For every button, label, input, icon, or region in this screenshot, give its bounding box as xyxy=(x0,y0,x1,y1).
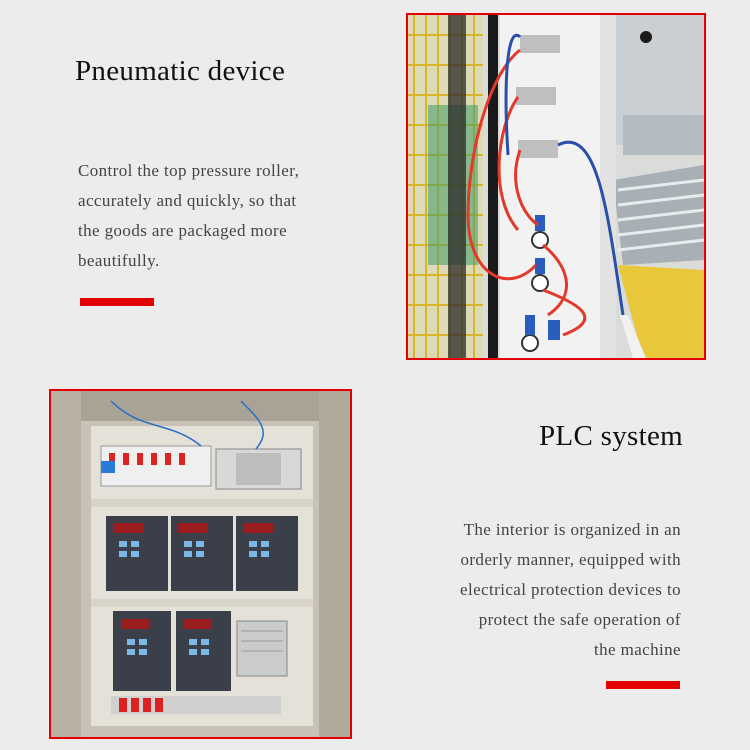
pneumatic-description xyxy=(78,156,378,276)
plc-title: PLC system xyxy=(539,420,683,452)
description-line: orderly manner, equipped with xyxy=(460,550,681,569)
description-line: accurately and quickly, so that xyxy=(78,191,297,210)
description-line: the machine xyxy=(593,640,681,659)
pneumatic-title: Pneumatic device xyxy=(75,55,286,87)
description-line: electrical protection devices to xyxy=(460,580,681,599)
plc-cabinet-photo xyxy=(49,389,352,739)
plc-description xyxy=(410,515,681,665)
description-line: Control the top pressure roller, xyxy=(78,161,300,180)
description-line: beautifully. xyxy=(78,251,160,270)
pneumatic-device-photo xyxy=(406,13,706,360)
description-line: protect the safe operation of xyxy=(478,610,681,629)
accent-bar xyxy=(80,298,154,306)
accent-bar xyxy=(606,681,680,689)
description-line: The interior is organized in an xyxy=(463,520,681,539)
description-line: the goods are packaged more xyxy=(78,221,288,240)
